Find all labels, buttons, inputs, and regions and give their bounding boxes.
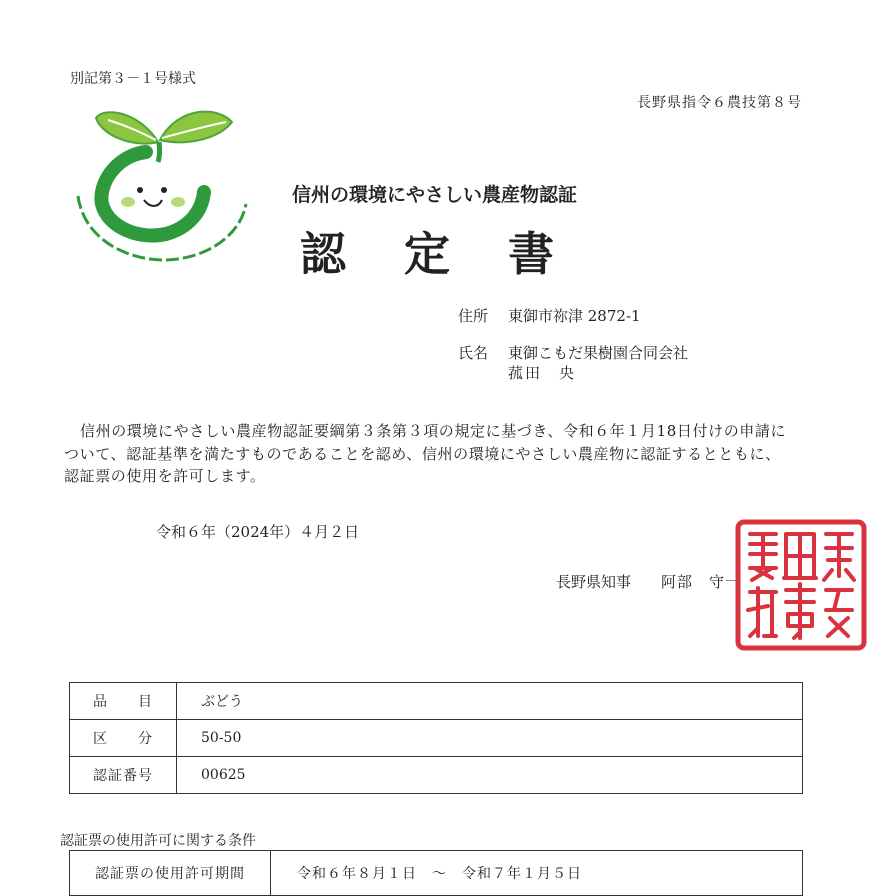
table-row bbox=[70, 757, 803, 794]
category-label: 区 分 bbox=[70, 720, 177, 757]
representative-name: 菰田 央 bbox=[508, 364, 577, 382]
items-table bbox=[69, 682, 803, 794]
signer bbox=[556, 571, 741, 592]
program-title: 信州の環境にやさしい農産物認証 bbox=[292, 184, 578, 206]
name-label: 氏名 bbox=[458, 344, 489, 362]
conditions-title: 認証票の使用許可に関する条件 bbox=[60, 833, 256, 849]
signer-title: 長野県知事 bbox=[556, 573, 632, 591]
item-label: 品 目 bbox=[70, 683, 177, 720]
address-label: 住所 bbox=[458, 307, 489, 325]
address-block bbox=[458, 306, 641, 326]
conditions-table bbox=[69, 850, 803, 896]
period-label: 認証票の使用許可期間 bbox=[70, 851, 271, 896]
signer-name: 阿部 守一 bbox=[661, 573, 742, 591]
cert-number-value: 00625 bbox=[177, 757, 803, 794]
period-value: 令和６年８月１日 ～ 令和７年１月５日 bbox=[271, 851, 803, 896]
table-row bbox=[70, 720, 803, 757]
table-row bbox=[70, 851, 803, 896]
table-row bbox=[70, 683, 803, 720]
company-name: 東御こもだ果樹園合同会社 bbox=[508, 344, 689, 362]
official-seal-icon bbox=[734, 518, 868, 652]
cert-number-label: 認証番号 bbox=[70, 757, 177, 794]
body-text: 信州の環境にやさしい農産物認証要綱第３条第３項の規定に基づき、令和６年１月18日付けの申請について、認証基準を満たすものであることを認め、信州の環境にやさしい農産物に認証するとともに、認証票の使用を許可します。 bbox=[64, 422, 787, 485]
category-value: 50-50 bbox=[177, 720, 803, 757]
certificate-title: 認定書 bbox=[300, 227, 612, 281]
item-value: ぶどう bbox=[177, 683, 803, 720]
name-block bbox=[458, 343, 688, 383]
issue-date: 令和６年（2024年）４月２日 bbox=[156, 523, 360, 541]
address-value: 東御市祢津 2872-1 bbox=[508, 307, 641, 325]
form-number: 別記第３－１号様式 bbox=[70, 71, 196, 87]
reference-number: 長野県指令６農技第８号 bbox=[637, 95, 802, 111]
logo-icon bbox=[68, 100, 258, 265]
